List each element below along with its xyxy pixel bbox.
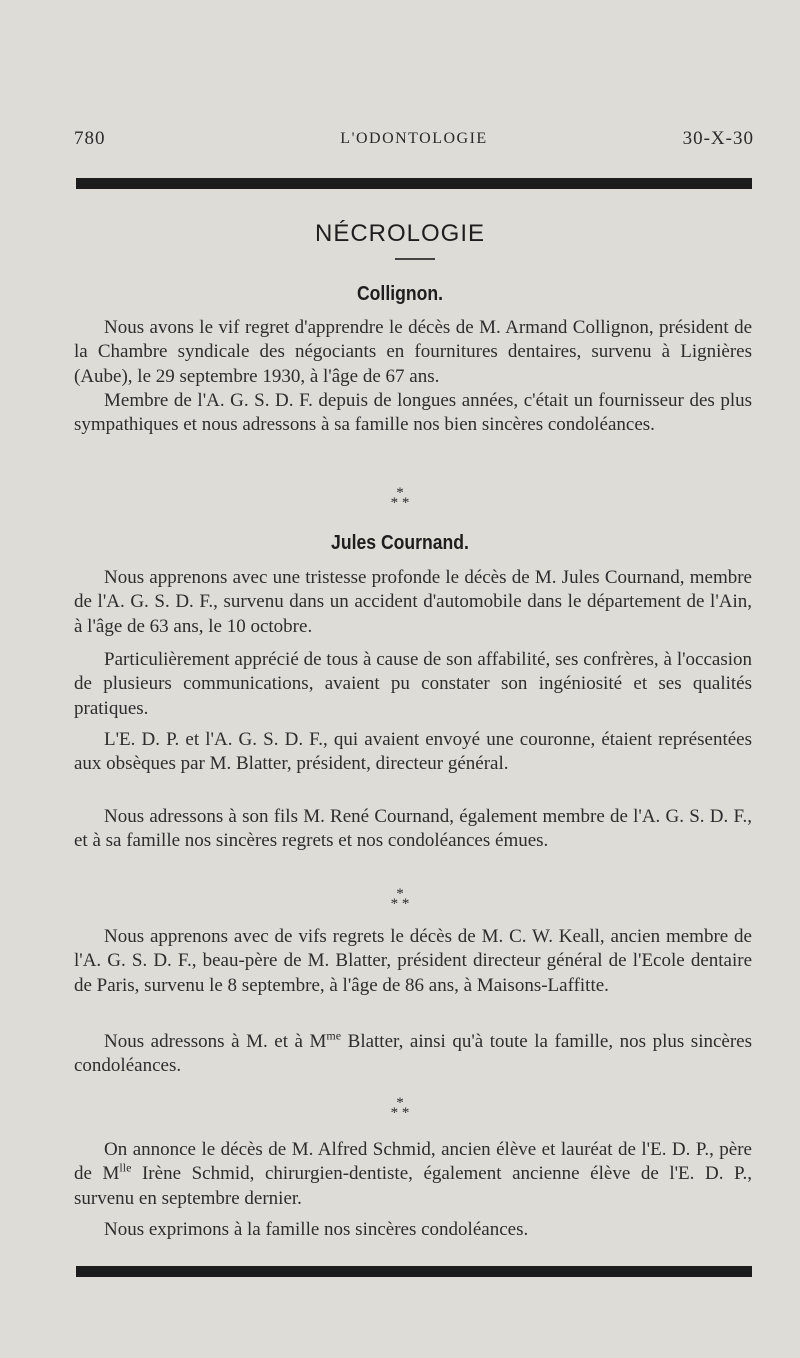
asterism-stars: * *	[390, 1105, 410, 1121]
asterism-stars: * *	[390, 896, 410, 912]
paragraph: Particulièrement apprécié de tous à cause de son affabilité, ses confrères, à l'occasion de plusieurs communications, avaient pu constater son ingéniosité et ses qualités pratiques.	[74, 649, 752, 719]
asterism-star: *	[396, 886, 404, 902]
paragraph: L'E. D. P. et l'A. G. S. D. F., qui avaient envoyé une couronne, étaient représentées aux obsèques par M. Blatter, président, directeur général.	[74, 729, 752, 775]
paragraph: Nous apprenons avec une tristesse profonde le décès de M. Jules Cournand, membre de l'A. G. S. D. F., survenu dans un accident d'automobile dans le département de l'Ain, à l'âge de 63 ans, le 10 octobre.	[74, 567, 752, 637]
page-number: 780	[74, 128, 106, 149]
paragraph: Nous adressons à M. et à $M^{me}$ Blatter, ainsi qu'à toute la famille, nos plus sincères condoléances.	[74, 1028, 752, 1077]
asterism-1	[0, 485, 800, 511]
paragraph: Nous apprenons avec de vifs regrets le décès de M. C. W. Keall, ancien membre de l'A. G. S. D. F., beau-père de M. Blatter, président directeur général de l'Ecole dentaire de Paris, survenu le 8 septembre, à l'âge de 86 ans, à Maisons-Laffitte.	[74, 926, 752, 996]
section-title: NÉCROLOGIE	[314, 220, 486, 247]
running-head	[74, 128, 754, 156]
paragraph: Membre de l'A. G. S. D. F. depuis de longues années, c'était un fournisseur des plus sympathiques et nous adressons à sa famille nos bien sincères condoléances.	[74, 390, 752, 436]
paragraph: Nous avons le vif regret d'apprendre le décès de M. Armand Collignon, président de la Chambre syndicale des négociants en fournitures dentaires, survenu à Lignières (Aube), le 29 septembre 1930, à l'âge de 67 ans.	[74, 317, 752, 387]
journal-title: L'ODONTOLOGIE	[340, 130, 488, 147]
bottom-rule	[76, 1266, 752, 1277]
obituary-heading-cournand: Jules Cournand.	[331, 532, 469, 554]
paragraph: Nous exprimons à la famille nos sincères condoléances.	[104, 1219, 529, 1240]
asterism-2	[0, 886, 800, 912]
top-rule	[76, 178, 752, 189]
asterism-star: *	[396, 1095, 404, 1111]
obituary-heading-collignon: Collignon.	[356, 283, 444, 305]
paragraph: Nous adressons à son fils M. René Cournand, également membre de l'A. G. S. D. F., et à sa famille nos sincères regrets et nos condoléances émues.	[74, 806, 752, 852]
title-underline	[395, 258, 435, 260]
asterism-stars: * *	[390, 495, 410, 511]
asterism-3	[0, 1095, 800, 1121]
issue-date: 30-X-30	[682, 128, 754, 149]
paragraph: On annonce le décès de M. Alfred Schmid, ancien élève et lauréat de l'E. D. P., père de $M^{lle}$ Irène Schmid, chirurgien-dentiste, également ancienne élève de l'E. D. P., survenu en septembre dernier.	[74, 1139, 752, 1209]
asterism-star: *	[396, 485, 404, 501]
